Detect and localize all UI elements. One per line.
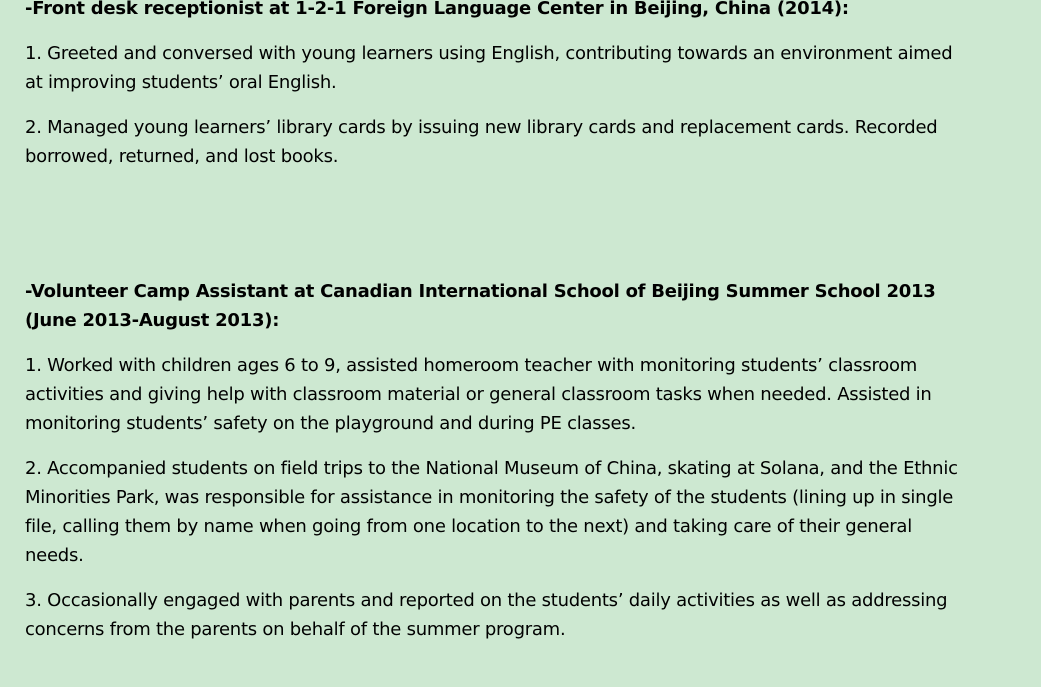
list-item: 1. Greeted and conversed with young learners using English, contributing towards an environment aimed at improving students’ oral English. [25, 43, 953, 93]
spacer [25, 187, 965, 277]
section-front-desk [25, 0, 965, 171]
list-item: 2. Managed young learners’ library cards by issuing new library cards and replacement cards. Recorded borrowed, returned, and lost books. [25, 117, 938, 167]
list-item: 2. Accompanied students on field trips to the National Museum of China, skating at Solana, and the Ethnic Minorities Park, was responsible for assistance in monitoring the safety of the students (lining up in single file, calling them by name when going from one location to the next) and taking care of their general needs. [25, 458, 958, 566]
list-item: 1. Worked with children ages 6 to 9, assisted homeroom teacher with monitoring students’ classroom activities and giving help with classroom material or general classroom tasks when needed. Assisted in monitoring students’ safety on the playground and during PE classes. [25, 355, 932, 434]
section-volunteer-camp [25, 277, 965, 644]
document-body [25, 0, 965, 660]
list-item: 3. Occasionally engaged with parents and reported on the students’ daily activities as well as addressing concerns from the parents on behalf of the summer program. [25, 590, 948, 640]
section-title: -Front desk receptionist at 1-2-1 Foreign Language Center in Beijing, China (2014): [25, 0, 849, 19]
section-title: -Volunteer Camp Assistant at Canadian International School of Beijing Summer School 2013 (June 2013-August 2013): [25, 281, 936, 331]
